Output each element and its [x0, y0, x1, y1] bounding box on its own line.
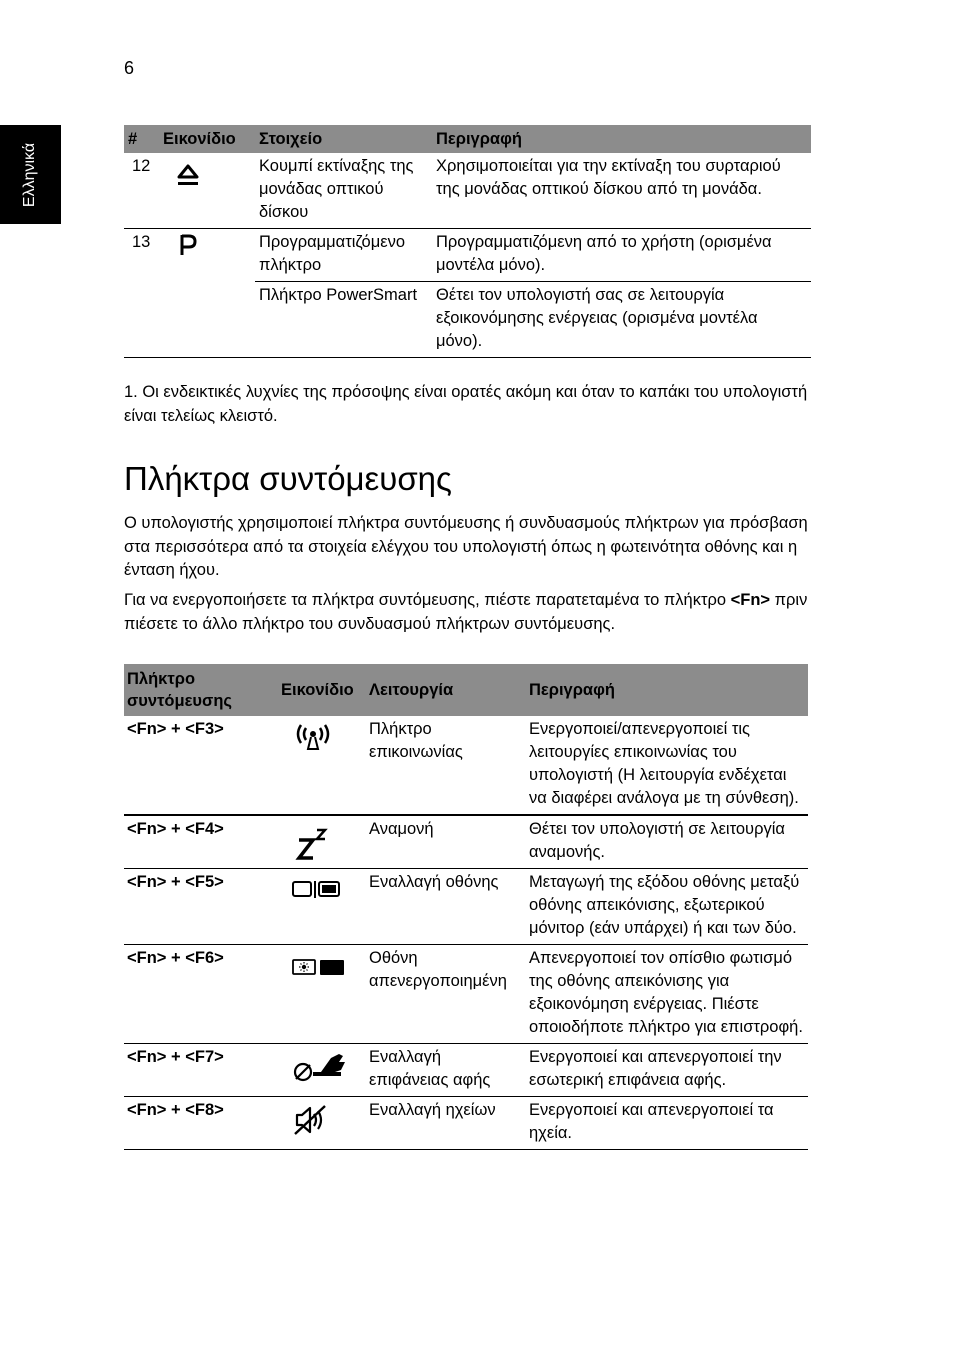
section-title: Πλήκτρα συντόμευσης [124, 460, 452, 497]
hotkey: <Fn> + <F3> [124, 716, 278, 815]
header-icon: Εικονίδιο [278, 664, 366, 716]
display-toggle-icon [278, 869, 366, 945]
function-label: Αναμονή [366, 815, 526, 869]
intro-paragraph: Ο υπολογιστής χρησιμοποιεί πλήκτρα συντόμευσης ή συνδυασμούς πλήκτρων για πρόσβαση στα περισσότερα από τα στοιχεία ελέγχου του υπολογιστή όπως η φωτεινότητα οθόνης και η ένταση ήχου. [124, 514, 808, 579]
eject-icon [159, 153, 255, 229]
p-key-icon [159, 229, 255, 358]
speaker-mute-icon [278, 1097, 366, 1150]
fn-key-text: <Fn> [730, 591, 771, 609]
touchpad-toggle-icon [278, 1044, 366, 1097]
wireless-icon [278, 716, 366, 815]
row-description: Μεταγωγή της εξόδου οθόνης μεταξύ οθόνης απεικόνισης, εξωτερικού μόνιτορ (εάν υπάρχει) ή και των δύο. [526, 869, 808, 945]
function-label: Εναλλαγή οθόνης [366, 869, 526, 945]
instruction-paragraph [124, 589, 814, 636]
table-row [124, 1097, 808, 1150]
row-description: Ενεργοποιεί και απενεργοποιεί την εσωτερική επιφάνεια αφής. [526, 1044, 808, 1097]
hotkey: <Fn> + <F6> [124, 945, 278, 1044]
row-number: 12 [124, 153, 159, 229]
table-row [124, 945, 808, 1044]
header-description: Περιγραφή [432, 125, 811, 153]
row-description: Ενεργοποιεί/απενεργοποιεί τις λειτουργίες επικοινωνίας του υπολογιστή (Η λειτουργία ενδέχεται να διαφέρει ανάλογα με τη σύνθεση). [526, 716, 808, 815]
function-label: Εναλλαγή επιφάνειας αφής [366, 1044, 526, 1097]
row-item: Κουμπί εκτίναξης της μονάδας οπτικού δίσκου [255, 153, 432, 229]
row-number: 13 [124, 229, 159, 358]
hotkey: <Fn> + <F5> [124, 869, 278, 945]
footnote: 1. Οι ενδεικτικές λυχνίες της πρόσοψης είναι ορατές ακόμη και όταν το καπάκι του υπολογιστή είναι τελείως κλειστό. [124, 383, 808, 425]
components-table [124, 125, 811, 358]
table-row [124, 1044, 808, 1097]
page-number: 6 [124, 58, 135, 78]
row-item: Πλήκτρο PowerSmart [255, 282, 432, 358]
table-row [124, 716, 808, 815]
display-off-icon [278, 945, 366, 1044]
header-description: Περιγραφή [526, 664, 808, 716]
hotkey: <Fn> + <F8> [124, 1097, 278, 1150]
hotkey: <Fn> + <F4> [124, 815, 278, 869]
function-label: Οθόνη απενεργοποιημένη [366, 945, 526, 1044]
row-description: Θέτει τον υπολογιστή σας σε λειτουργία εξοικονόμησης ενέργειας (ορισμένα μοντέλα μόνο). [432, 282, 811, 358]
language-side-tab [0, 125, 61, 224]
function-label: Εναλλαγή ηχείων [366, 1097, 526, 1150]
table-row [124, 153, 811, 229]
instruction-text-before: Για να ενεργοποιήσετε τα πλήκτρα συντόμευσης, πιέστε παρατεταμένα το πλήκτρο [124, 591, 731, 609]
row-description: Θέτει τον υπολογιστή σε λειτουργία αναμονής. [526, 815, 808, 869]
header-hotkey: Πλήκτρο συντόμευσης [124, 664, 278, 716]
table-header-row [124, 125, 811, 153]
hotkeys-table [124, 664, 808, 1150]
header-function: Λειτουργία [366, 664, 526, 716]
row-description: Απενεργοποιεί τον οπίσθιο φωτισμό της οθόνης απεικόνισης για εξοικονόμηση ενέργειας. Πιέστε οποιοδήποτε πλήκτρο για επιστροφή. [526, 945, 808, 1044]
header-number: # [124, 125, 159, 153]
header-icon: Εικονίδιο [159, 125, 255, 153]
row-description: Ενεργοποιεί και απενεργοποιεί τα ηχεία. [526, 1097, 808, 1150]
table-row [124, 229, 811, 282]
row-item: Προγραμματιζόμενο πλήκτρο [259, 233, 406, 274]
table-header-row [124, 664, 808, 716]
sleep-icon [278, 815, 366, 869]
hotkey: <Fn> + <F7> [124, 1044, 278, 1097]
language-label: Ελληνικά [21, 142, 38, 208]
row-description: Προγραμματιζόμενη από το χρήστη (ορισμένα μοντέλα μόνο). [436, 233, 772, 274]
row-description: Χρησιμοποιείται για την εκτίναξη του συρταριού της μονάδας οπτικού δίσκου από τη μονάδα. [432, 153, 811, 229]
table-row [124, 869, 808, 945]
table-row [124, 815, 808, 869]
instruction-text-after: πριν πιέσετε το άλλο πλήκτρο του συνδυασμού πλήκτρων συντόμευσης. [124, 591, 808, 633]
header-item: Στοιχείο [255, 125, 432, 153]
function-label: Πλήκτρο επικοινωνίας [366, 716, 526, 815]
